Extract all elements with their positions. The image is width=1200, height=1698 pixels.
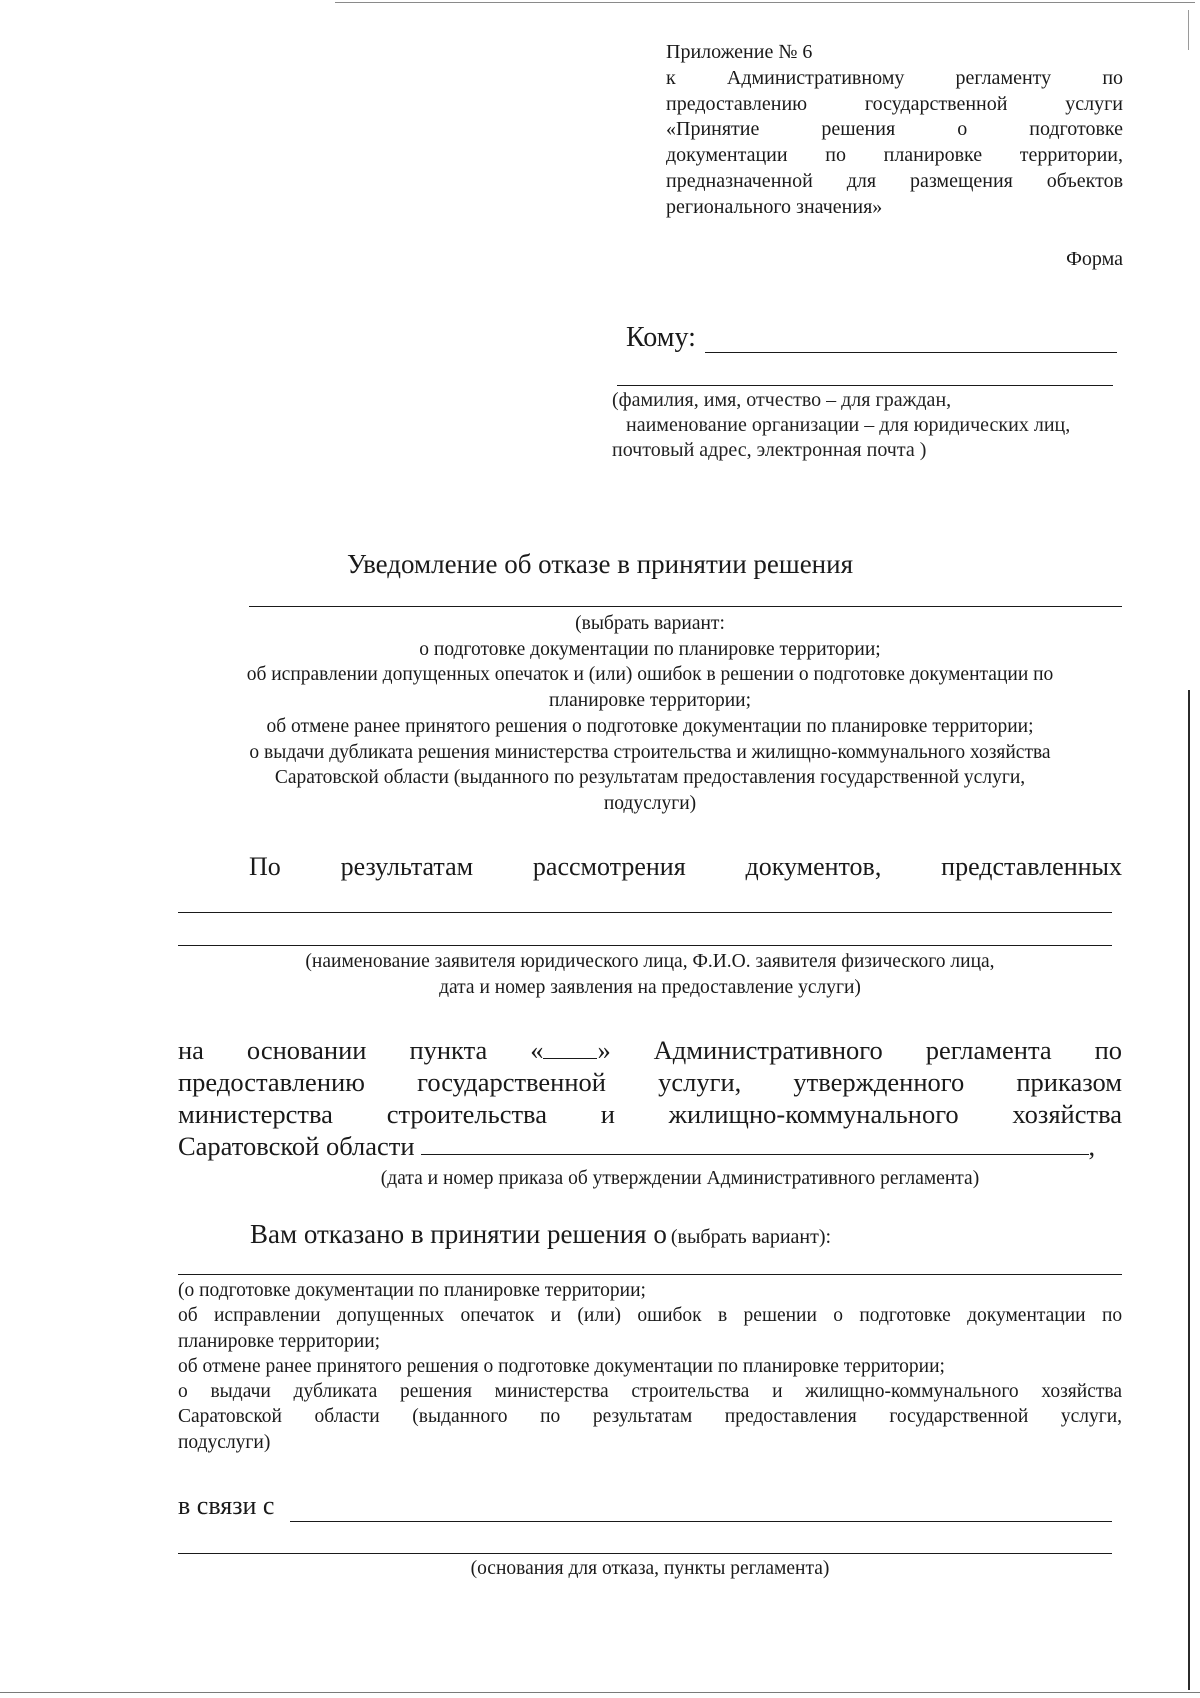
applicant-hint-line: дата и номер заявления на предоставление услуги): [439, 976, 861, 998]
option-word: допущенных: [336, 1305, 445, 1327]
option-word: документации: [967, 1305, 1086, 1327]
quote-close: »: [597, 1035, 611, 1065]
option-line: [178, 1303, 1122, 1328]
reason-label: в связи с: [178, 1491, 275, 1520]
appendix-line-3: [666, 92, 1123, 118]
basis-word: хозяйства: [1012, 1099, 1123, 1129]
reason-hint: (основания для отказа, пункты регламента): [470, 1558, 830, 1579]
variants-hint-line: (выбрать вариант:: [575, 613, 725, 634]
appendix-line-4: [666, 117, 1123, 143]
appendix-line-2: [666, 66, 1123, 92]
review-word: результатам: [340, 852, 474, 881]
basis-word: строительства: [386, 1099, 547, 1129]
variant-field-line[interactable]: [249, 606, 1122, 607]
variants-hint-line: об исправлении допущенных опечаток и (или) ошибок в решении о подготовке документации по: [246, 664, 1054, 686]
review-word: По: [249, 852, 281, 881]
option-line: (о подготовке документации по планировке территории;: [178, 1280, 646, 1301]
basis-word: министерства: [178, 1099, 333, 1129]
basis-word: основании: [246, 1035, 367, 1065]
basis-word: пункта: [409, 1035, 488, 1065]
appendix-word: государственной: [864, 92, 1008, 115]
variants-hint-block: [180, 611, 1120, 817]
basis-word: жилищно-коммунального: [668, 1099, 959, 1129]
appendix-word: документации: [666, 144, 788, 167]
basis-word: по: [1094, 1035, 1122, 1065]
option-line: подуслуги): [178, 1431, 271, 1453]
clause-number-blank[interactable]: [543, 1036, 597, 1059]
variants-hint-line: планировке территории;: [548, 690, 752, 712]
option-word: ошибок: [637, 1305, 702, 1327]
option-word: государственной: [889, 1406, 1029, 1428]
basis-word: Саратовской области: [178, 1131, 415, 1161]
addressee-hint-line: почтовый адрес, электронная почта ): [612, 439, 927, 461]
appendix-word: по: [825, 144, 846, 167]
appendix-word: подготовке: [1029, 118, 1123, 141]
option-word: жилищно-коммунального: [805, 1381, 1019, 1403]
addressee-hint-line: (фамилия, имя, отчество – для граждан,: [612, 389, 952, 411]
refused-variant-field-line[interactable]: [178, 1274, 1122, 1275]
option-word: в: [718, 1305, 728, 1327]
option-line: планировке территории;: [178, 1330, 381, 1352]
basis-word: и: [600, 1099, 615, 1129]
option-word: подготовке: [859, 1305, 951, 1327]
variants-hint-line: о подготовке документации по планировке территории;: [419, 638, 881, 660]
addressee-label: Кому:: [626, 322, 696, 353]
option-word: Саратовской: [178, 1406, 282, 1428]
addressee-field-line-2[interactable]: [617, 385, 1113, 386]
option-word: хозяйства: [1041, 1381, 1122, 1403]
applicant-field-line-1[interactable]: [178, 912, 1112, 913]
option-word: строительства: [631, 1381, 750, 1403]
option-word: и: [772, 1381, 783, 1403]
notice-title: Уведомление об отказе в принятии решения: [347, 549, 853, 579]
refused-main: Вам отказано в принятии решения о: [250, 1219, 667, 1249]
option-line: об отмене ранее принятого решения о подготовке документации по планировке территории;: [178, 1355, 945, 1377]
option-word: услуги,: [1060, 1406, 1123, 1428]
quote-open: «: [530, 1035, 544, 1065]
option-word: по: [1101, 1305, 1123, 1327]
review-word: рассмотрения: [532, 852, 686, 881]
option-line: [178, 1404, 1122, 1429]
appendix-word: территории,: [1019, 144, 1123, 167]
appendix-word: по: [1102, 66, 1124, 89]
variants-hint-line: об отмене ранее принятого решения о подготовке документации по планировке территории;: [266, 715, 1034, 737]
order-date-number-field[interactable]: [421, 1132, 1089, 1155]
basis-line-3: [178, 1098, 1122, 1130]
option-word: опечаток: [460, 1305, 535, 1327]
review-word: документов,: [745, 852, 882, 881]
appendix-word: о: [957, 118, 968, 141]
option-word: решении: [743, 1305, 817, 1327]
reason-field-line-1[interactable]: [290, 1521, 1112, 1522]
basis-word: приказом: [1016, 1067, 1123, 1097]
basis-line-4: [178, 1130, 1122, 1162]
appendix-word: Административному: [726, 66, 905, 89]
option-word: исправлении: [214, 1305, 321, 1327]
option-word: (или): [577, 1305, 621, 1327]
refused-options-block: [178, 1278, 1122, 1455]
review-word: представленных: [941, 852, 1123, 881]
option-word: дубликата: [293, 1381, 378, 1403]
basis-paragraph: [178, 1034, 1122, 1162]
variants-hint-line: подуслуги): [603, 792, 697, 814]
variants-hint-line: Саратовской области (выданного по результатам предоставления государственной услуги,: [274, 767, 1026, 789]
basis-comma: ,: [1088, 1131, 1096, 1161]
option-word: о: [833, 1305, 844, 1327]
appendix-word: услуги: [1065, 92, 1123, 115]
basis-word: государственной: [417, 1067, 606, 1097]
basis-word: на: [178, 1035, 204, 1065]
basis-word: предоставлению: [178, 1067, 365, 1097]
refused-line: [250, 1219, 831, 1250]
appendix-block: [666, 40, 1123, 221]
appendix-word: решения: [821, 118, 896, 141]
option-word: результатам: [592, 1406, 693, 1428]
option-word: о: [178, 1381, 188, 1403]
basis-line-2: [178, 1066, 1122, 1098]
appendix-word: к: [666, 66, 676, 89]
appendix-line-6: [666, 169, 1123, 195]
clause-number-field: [530, 1035, 611, 1065]
option-word: об: [178, 1305, 198, 1327]
addressee-hint: [612, 388, 1132, 463]
appendix-line-5: [666, 143, 1123, 169]
applicant-hint-line: (наименование заявителя юридического лица, Ф.И.О. заявителя физического лица,: [305, 951, 995, 972]
applicant-field-line-2[interactable]: [178, 945, 1112, 946]
scan-edge-right-top: [1188, 10, 1189, 50]
appendix-line-7: регионального значения»: [666, 195, 883, 218]
appendix-word: регламенту: [955, 66, 1052, 89]
option-word: (выданного: [412, 1406, 508, 1428]
appendix-word: планировке: [883, 144, 983, 167]
scan-edge-bottom: [0, 1692, 1200, 1693]
appendix-word: предоставлению: [666, 92, 808, 115]
basis-line-1: [178, 1034, 1122, 1066]
option-word: выдачи: [210, 1381, 271, 1403]
form-label: Форма: [1066, 248, 1123, 270]
addressee-field-line-1[interactable]: [705, 352, 1117, 353]
scan-edge-right: [1188, 690, 1190, 1690]
appendix-word: объектов: [1046, 169, 1124, 192]
refused-sub: (выбрать вариант):: [670, 1226, 832, 1248]
appendix-word: для: [846, 169, 877, 192]
appendix-number: Приложение № 6: [666, 41, 813, 63]
option-word: и: [550, 1305, 562, 1327]
option-word: по: [540, 1406, 561, 1428]
addressee-hint-line: наименование организации – для юридических лиц,: [626, 414, 1071, 436]
option-word: решения: [400, 1381, 472, 1403]
option-word: министерства: [494, 1381, 609, 1403]
option-word: предоставления: [724, 1406, 857, 1428]
variants-hint-line: о выдачи дубликата решения министерства строительства и жилищно-коммунального хозяйства: [249, 741, 1051, 763]
scan-edge-top: [335, 2, 1195, 3]
option-line: [178, 1379, 1122, 1404]
appendix-word: размещения: [909, 169, 1013, 192]
applicant-hint: [180, 949, 1120, 1000]
review-line: [249, 851, 1122, 883]
reason-field-line-2[interactable]: [178, 1553, 1112, 1554]
basis-word: утвержденного: [793, 1067, 965, 1097]
option-word: области: [314, 1406, 380, 1428]
basis-word: Административного: [653, 1035, 883, 1065]
order-hint: (дата и номер приказа об утверждении Административного регламента): [380, 1168, 980, 1189]
appendix-word: предназначенной: [666, 169, 813, 192]
basis-word: услуги,: [658, 1067, 742, 1097]
appendix-word: «Принятие: [666, 118, 760, 141]
basis-word: регламента: [925, 1035, 1052, 1065]
